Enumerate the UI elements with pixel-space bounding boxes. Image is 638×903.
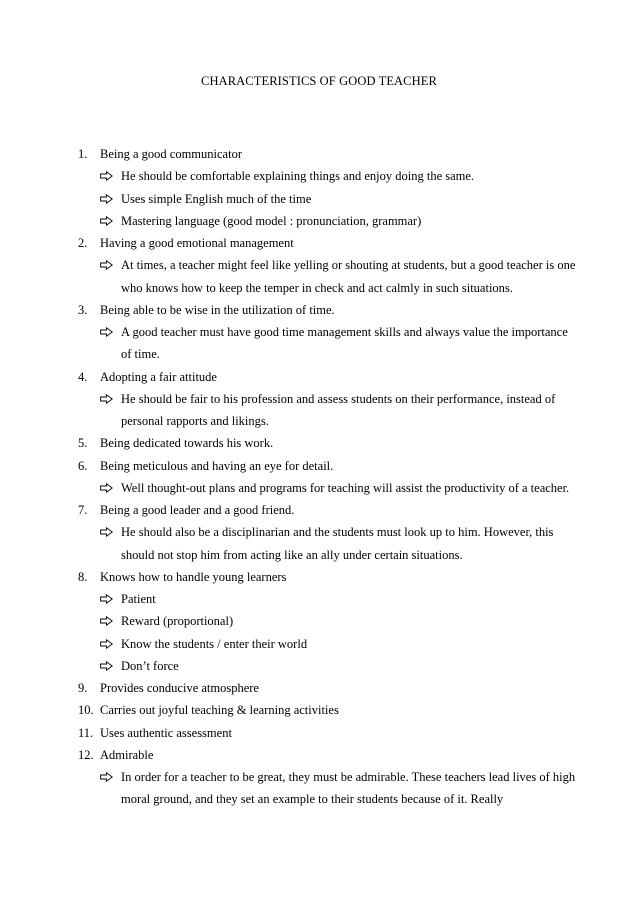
hollow-right-arrow-icon [100,260,114,270]
sub-list-item [100,210,576,232]
item-number: 8. [78,569,88,584]
hollow-right-arrow-icon [100,171,114,181]
sub-item-text: A good teacher must have good time management skills and always value the importance of time. [121,325,568,362]
item-text: Being a good communicator [100,147,242,161]
hollow-right-arrow-icon [100,394,114,404]
item-number: 4. [78,369,88,384]
list-item [78,455,568,500]
item-number: 3. [78,302,88,317]
sub-list-item [100,610,576,632]
hollow-right-arrow-icon [100,527,114,537]
item-text: Knows how to handle young learners [100,569,287,584]
sub-list-item [100,254,576,299]
sub-list-item [100,521,576,566]
item-number: 9. [78,681,88,695]
sub-list-item [100,766,576,811]
sub-list-item [100,321,576,366]
item-number: 1. [78,147,88,161]
hollow-right-arrow-icon [100,483,114,493]
sub-item-text: Well thought-out plans and programs for teaching will assist the productivity of a teacher. [121,480,570,495]
sub-item-text: He should be comfortable explaining things and enjoy doing the same. [121,169,475,184]
sub-item-text: At times, a teacher might feel like yelling or shouting at students, but a good teacher is one who knows how to keep the temper in check and act calmly in such situations. [121,258,576,295]
list-item [78,143,568,232]
hollow-right-arrow-icon [100,327,114,337]
list-item [78,366,568,433]
item-number: 12. [78,747,94,762]
item-text: Being meticulous and having an eye for detail. [100,458,334,473]
sub-list [100,321,568,366]
item-text: Being dedicated towards his work. [100,436,274,451]
sub-list [100,521,568,566]
item-text: Admirable [100,747,154,762]
hollow-right-arrow-icon [100,639,114,649]
item-number: 6. [78,458,88,473]
sub-item-text: Uses simple English much of the time [121,191,312,206]
sub-list-item [100,477,576,499]
list-item [78,499,568,566]
item-number: 2. [78,236,88,250]
sub-item-text: Reward (proportional) [121,614,234,629]
item-number: 10. [78,703,94,718]
item-text: Being a good leader and a good friend. [100,503,295,517]
sub-item-text: Patient [121,592,156,606]
item-text: Uses authentic assessment [100,725,232,740]
sub-item-text: He should be fair to his profession and assess students on their performance, instead of personal rapports and likings. [121,391,556,428]
sub-list [100,388,568,433]
item-text: Provides conducive atmosphere [100,681,259,695]
characteristics-list [78,143,576,811]
sub-list-item [100,655,576,677]
sub-item-text: Don’t force [121,658,179,673]
item-number: 5. [78,436,88,451]
item-number: 11. [78,725,94,740]
hollow-right-arrow-icon [100,594,114,604]
item-text: Adopting a fair attitude [100,369,217,384]
document-title: CHARACTERISTICS OF GOOD TEACHER [201,74,437,88]
list-item [78,299,568,366]
list-item [78,699,568,721]
list-item [78,432,568,454]
sub-list [100,766,576,811]
sub-item-text: Know the students / enter their world [121,636,308,651]
sub-list [100,165,568,232]
hollow-right-arrow-icon [100,216,114,226]
sub-list [100,477,568,499]
hollow-right-arrow-icon [100,772,114,782]
sub-item-text: He should also be a disciplinarian and the students must look up to him. However, this should not stop him from acting like an ally under certain situations. [121,525,554,562]
sub-list-item [100,165,576,187]
hollow-right-arrow-icon [100,194,114,204]
sub-list [100,254,576,299]
item-number: 7. [78,503,88,517]
list-item [78,744,576,811]
sub-list-item [100,633,576,655]
list-item [78,677,568,699]
item-text: Having a good emotional management [100,236,294,250]
sub-list-item [100,588,576,610]
item-text: Carries out joyful teaching & learning activities [100,703,339,718]
sub-list-item [100,388,576,433]
list-item [78,232,576,299]
list-item [78,722,568,744]
list-item [78,566,568,677]
sub-item-text: In order for a teacher to be great, they must be admirable. These teachers lead lives of high moral ground, and they set an example to their students because of it. Really [121,770,576,807]
sub-list [100,588,568,677]
sub-item-text: Mastering language (good model : pronunciation, grammar) [121,213,422,228]
item-text: Being able to be wise in the utilization of time. [100,302,335,317]
hollow-right-arrow-icon [100,661,114,671]
sub-list-item [100,188,576,210]
hollow-right-arrow-icon [100,616,114,626]
